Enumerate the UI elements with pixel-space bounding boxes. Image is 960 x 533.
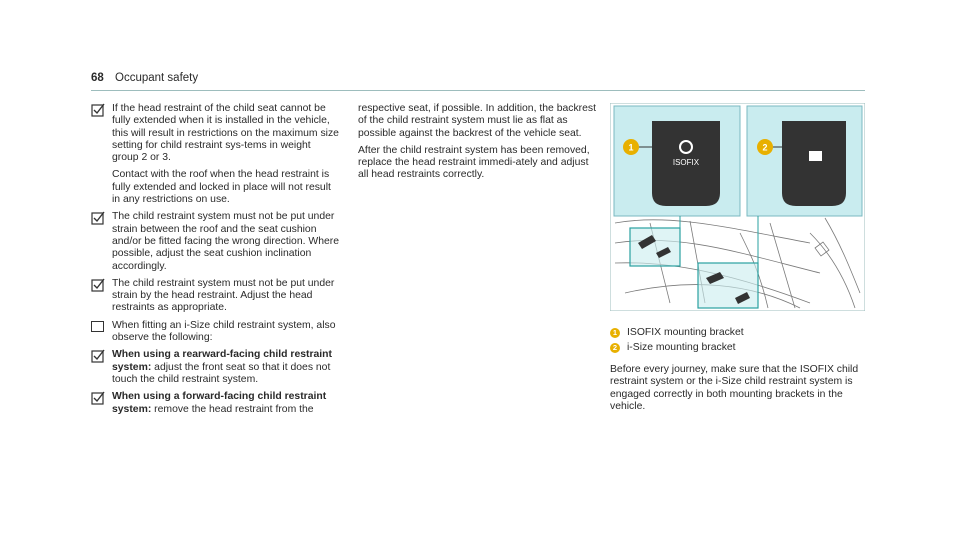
note-text: When fitting an i-Size child restraint system, also observe the following: <box>112 319 336 344</box>
legend-label: i-Size mounting bracket <box>627 342 736 353</box>
highlight-isofix <box>630 228 680 266</box>
column-2 <box>358 103 600 187</box>
callout-2-label: 2 <box>762 142 768 153</box>
item-text: Contact with the roof when the head restraint is fully extended and locked in place will not result in any restrictions on use. <box>112 169 331 206</box>
callout-1-label: 1 <box>628 142 634 153</box>
column-3-text: Before every journey, make sure that the ISOFIX child restraint system or the i-Size child restraint system is engaged correctly in both mounting brackets in the vehicle. <box>610 364 859 412</box>
column-1 <box>91 103 339 421</box>
item-rest: adjust the front seat so that it does not touch the child restraint system. <box>112 361 331 385</box>
checklist-item <box>91 391 339 416</box>
item-bold: When using a forward-facing child restraint system: <box>112 391 327 415</box>
isize-icon <box>809 151 822 161</box>
item-rest: remove the head restraint from the <box>151 403 314 415</box>
note-item <box>91 320 339 345</box>
checkbox-icon <box>91 349 105 363</box>
checklist-item <box>91 278 339 315</box>
isofix-label: ISOFIX <box>672 158 700 167</box>
legend-badge: 1 <box>610 328 620 338</box>
legend-item <box>610 326 865 339</box>
isize-cover <box>782 121 846 206</box>
item-text <box>112 391 339 416</box>
legend-label: ISOFIX mounting bracket <box>627 327 744 338</box>
highlight-isize <box>698 263 758 308</box>
header-divider <box>91 90 865 91</box>
checkbox-icon <box>91 211 105 225</box>
page-number: 68 <box>91 72 104 84</box>
item-bold: When using a rearward-facing child restraint system: <box>112 349 332 373</box>
checklist-item <box>91 349 339 386</box>
item-text: If the head restraint of the child seat cannot be fully extended when it is installed in the vehicle, this will result in restrictions on the maximum size setting for child restraint sys-tems in weight group 2 or 3. <box>112 103 339 164</box>
checkbox-icon <box>91 391 105 405</box>
checkbox-icon <box>91 278 105 292</box>
item-text: The child restraint system must not be put under strain by the head restraint. Adjust the head restraints as appropriate. <box>112 277 335 314</box>
checklist-item <box>91 103 339 206</box>
paragraph: After the child restraint system has been removed, replace the head restraint immedi-ately and adjust all head restraints correctly. <box>358 144 590 181</box>
note-icon <box>91 321 104 332</box>
checkbox-icon <box>91 103 105 117</box>
item-text: The child restraint system must not be put under strain between the roof and the seat cushion and/or be fitted facing the wrong direction. Where possible, adjust the seat cushion inclination accordingly. <box>112 211 339 272</box>
checklist-item <box>91 211 339 272</box>
figure-legend <box>610 326 865 356</box>
paragraph: respective seat, if possible. In addition, the backrest of the child restraint system must lie as flat as possible against the backrest of the vehicle seat. <box>358 103 596 139</box>
section-title: Occupant safety <box>115 72 199 84</box>
page-header <box>91 72 198 84</box>
legend-item <box>610 341 865 354</box>
isofix-figure <box>610 103 865 311</box>
legend-badge: 2 <box>610 343 620 353</box>
item-text <box>112 349 339 386</box>
